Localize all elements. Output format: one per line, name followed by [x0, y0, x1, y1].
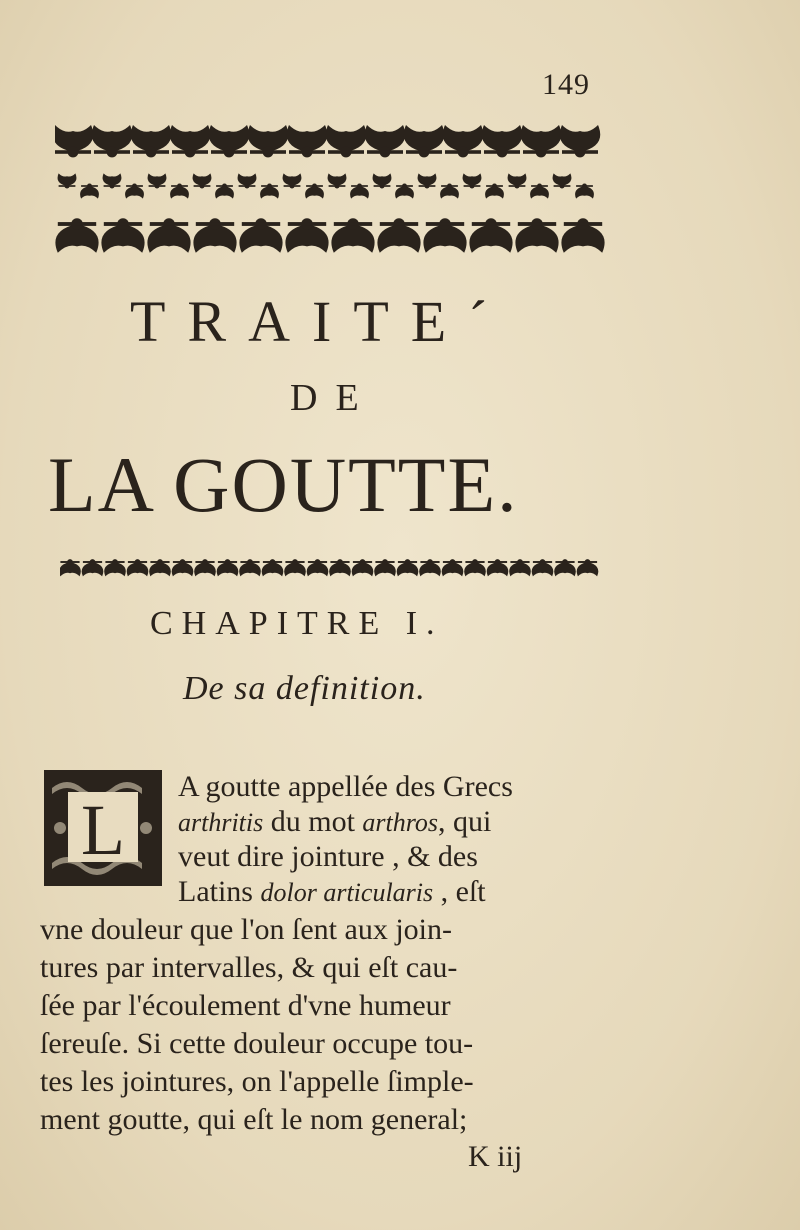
fleuron-bar — [150, 561, 169, 563]
fleuron-bar — [396, 185, 413, 187]
fleuron-bar — [486, 185, 503, 187]
fleuron-bar — [81, 185, 98, 187]
fleuron-bar — [426, 222, 464, 226]
fleuron-bar — [419, 185, 436, 187]
fleuron-bar — [564, 222, 602, 226]
text-line — [40, 989, 451, 1023]
text-segment: tes les jointures, on l'appelle ſimple- — [40, 1065, 474, 1098]
fleuron-bar — [510, 561, 529, 563]
text-line — [178, 840, 478, 874]
fleuron-bar — [406, 150, 442, 154]
fleuron-bar — [351, 185, 368, 187]
text-segment: , eſt — [433, 875, 486, 908]
fleuron-bar — [216, 185, 233, 187]
catchword: K iij — [468, 1140, 523, 1173]
fleuron-bar — [126, 185, 143, 187]
fleuron-bar — [261, 185, 278, 187]
title-connector: DE — [290, 377, 377, 419]
italic-term: dolor articularis — [260, 878, 434, 907]
fleuron-bar — [328, 150, 364, 154]
text-line — [178, 770, 513, 804]
fleuron-bar — [239, 185, 256, 187]
text-segment: Latins — [178, 875, 261, 908]
fleuron-bar — [562, 150, 598, 154]
fleuron-bar — [308, 561, 327, 563]
text-segment: vne douleur que l'on ſent aux join- — [40, 913, 452, 946]
fleuron-bar — [195, 561, 214, 563]
text-line — [40, 913, 452, 947]
drop-cap — [42, 768, 164, 888]
italic-term: arthros — [362, 808, 439, 837]
fleuron-bar — [60, 561, 79, 563]
fleuron-bar — [196, 222, 234, 226]
fleuron-bar — [288, 222, 326, 226]
text-line — [40, 1103, 467, 1137]
fleuron-bar — [105, 561, 124, 563]
treatise-title: TRAITE´ — [130, 289, 510, 354]
fleuron-bar — [441, 185, 458, 187]
chapter-subtitle: De sa definition. — [183, 670, 426, 707]
ornamental-headpiece — [55, 118, 605, 258]
chapter-heading: CHAPITRE I. — [150, 605, 444, 642]
fleuron-bar — [149, 185, 166, 187]
text-segment: veut dire jointure , & des — [178, 840, 478, 873]
fleuron-bar — [464, 185, 481, 187]
fleuron-bar — [171, 185, 188, 187]
fleuron-bar — [104, 222, 142, 226]
fleuron-bar — [83, 561, 102, 563]
fleuron-bar — [289, 150, 325, 154]
text-line — [178, 875, 486, 910]
italic-term: arthritis — [178, 808, 264, 837]
fleuron-bar — [284, 185, 301, 187]
fleuron-bar — [59, 185, 76, 187]
fleuron-bar — [218, 561, 237, 563]
fleuron-bar — [398, 561, 417, 563]
text-segment: ſereuſe. Si cette douleur occupe tou- — [40, 1027, 474, 1060]
fleuron-bar — [58, 222, 96, 226]
fleuron-bar — [367, 150, 403, 154]
fleuron-bar — [523, 150, 559, 154]
fleuron-bar — [533, 561, 552, 563]
fleuron-bar — [472, 222, 510, 226]
fleuron-bar — [555, 561, 574, 563]
fleuron-bar — [128, 561, 147, 563]
fleuron-bar — [420, 561, 439, 563]
text-segment: tures par intervalles, & qui eſt cau- — [40, 951, 458, 984]
text-line — [178, 805, 491, 840]
treatise-subtitle: LA GOUTTE. — [48, 441, 519, 528]
fleuron-bar — [509, 185, 526, 187]
fleuron-bar — [554, 185, 571, 187]
fleuron-bar — [94, 150, 130, 154]
fleuron-bar — [445, 150, 481, 154]
fleuron-bar — [242, 222, 280, 226]
fleuron-bar — [250, 150, 286, 154]
fleuron-bar — [375, 561, 394, 563]
fleuron-bar — [330, 561, 349, 563]
fleuron-bar — [104, 185, 121, 187]
fleuron-bar — [353, 561, 372, 563]
text-line — [40, 1027, 473, 1061]
fleuron-bar — [194, 185, 211, 187]
fleuron-bar — [518, 222, 556, 226]
fleuron-bar — [329, 185, 346, 187]
fleuron-bar — [484, 150, 520, 154]
fleuron-bar — [172, 150, 208, 154]
fleuron-bar — [55, 150, 91, 154]
text-segment: A goutte appellée des Grecs — [178, 770, 513, 803]
fleuron-bar — [263, 561, 282, 563]
text-line — [40, 951, 457, 985]
text-segment: du mot — [263, 805, 363, 838]
fleuron-bar — [211, 150, 247, 154]
fleuron-bar — [240, 561, 259, 563]
text-segment: ment goutte, qui eſt le nom general; — [40, 1103, 468, 1136]
fleuron-bar — [578, 561, 597, 563]
fleuron-bar — [150, 222, 188, 226]
fleuron-bar — [334, 222, 372, 226]
fleuron-bar — [173, 561, 192, 563]
fleuron-bar — [531, 185, 548, 187]
fleuron-bar — [285, 561, 304, 563]
fleuron-bar — [576, 185, 593, 187]
text-segment: ſée par l'écoulement d'vne humeur — [40, 989, 451, 1022]
text-segment: , qui — [438, 805, 492, 838]
fleuron-bar — [488, 561, 507, 563]
fleuron-bar — [133, 150, 169, 154]
fleuron-bar — [465, 561, 484, 563]
ornamental-divider — [60, 548, 605, 578]
fleuron-bar — [380, 222, 418, 226]
drop-cap-letter: L — [81, 790, 125, 870]
text-line — [40, 1065, 474, 1099]
fleuron-bar — [306, 185, 323, 187]
fleuron-bar — [443, 561, 462, 563]
fleuron-bar — [374, 185, 391, 187]
page-number: 149 — [542, 68, 590, 101]
